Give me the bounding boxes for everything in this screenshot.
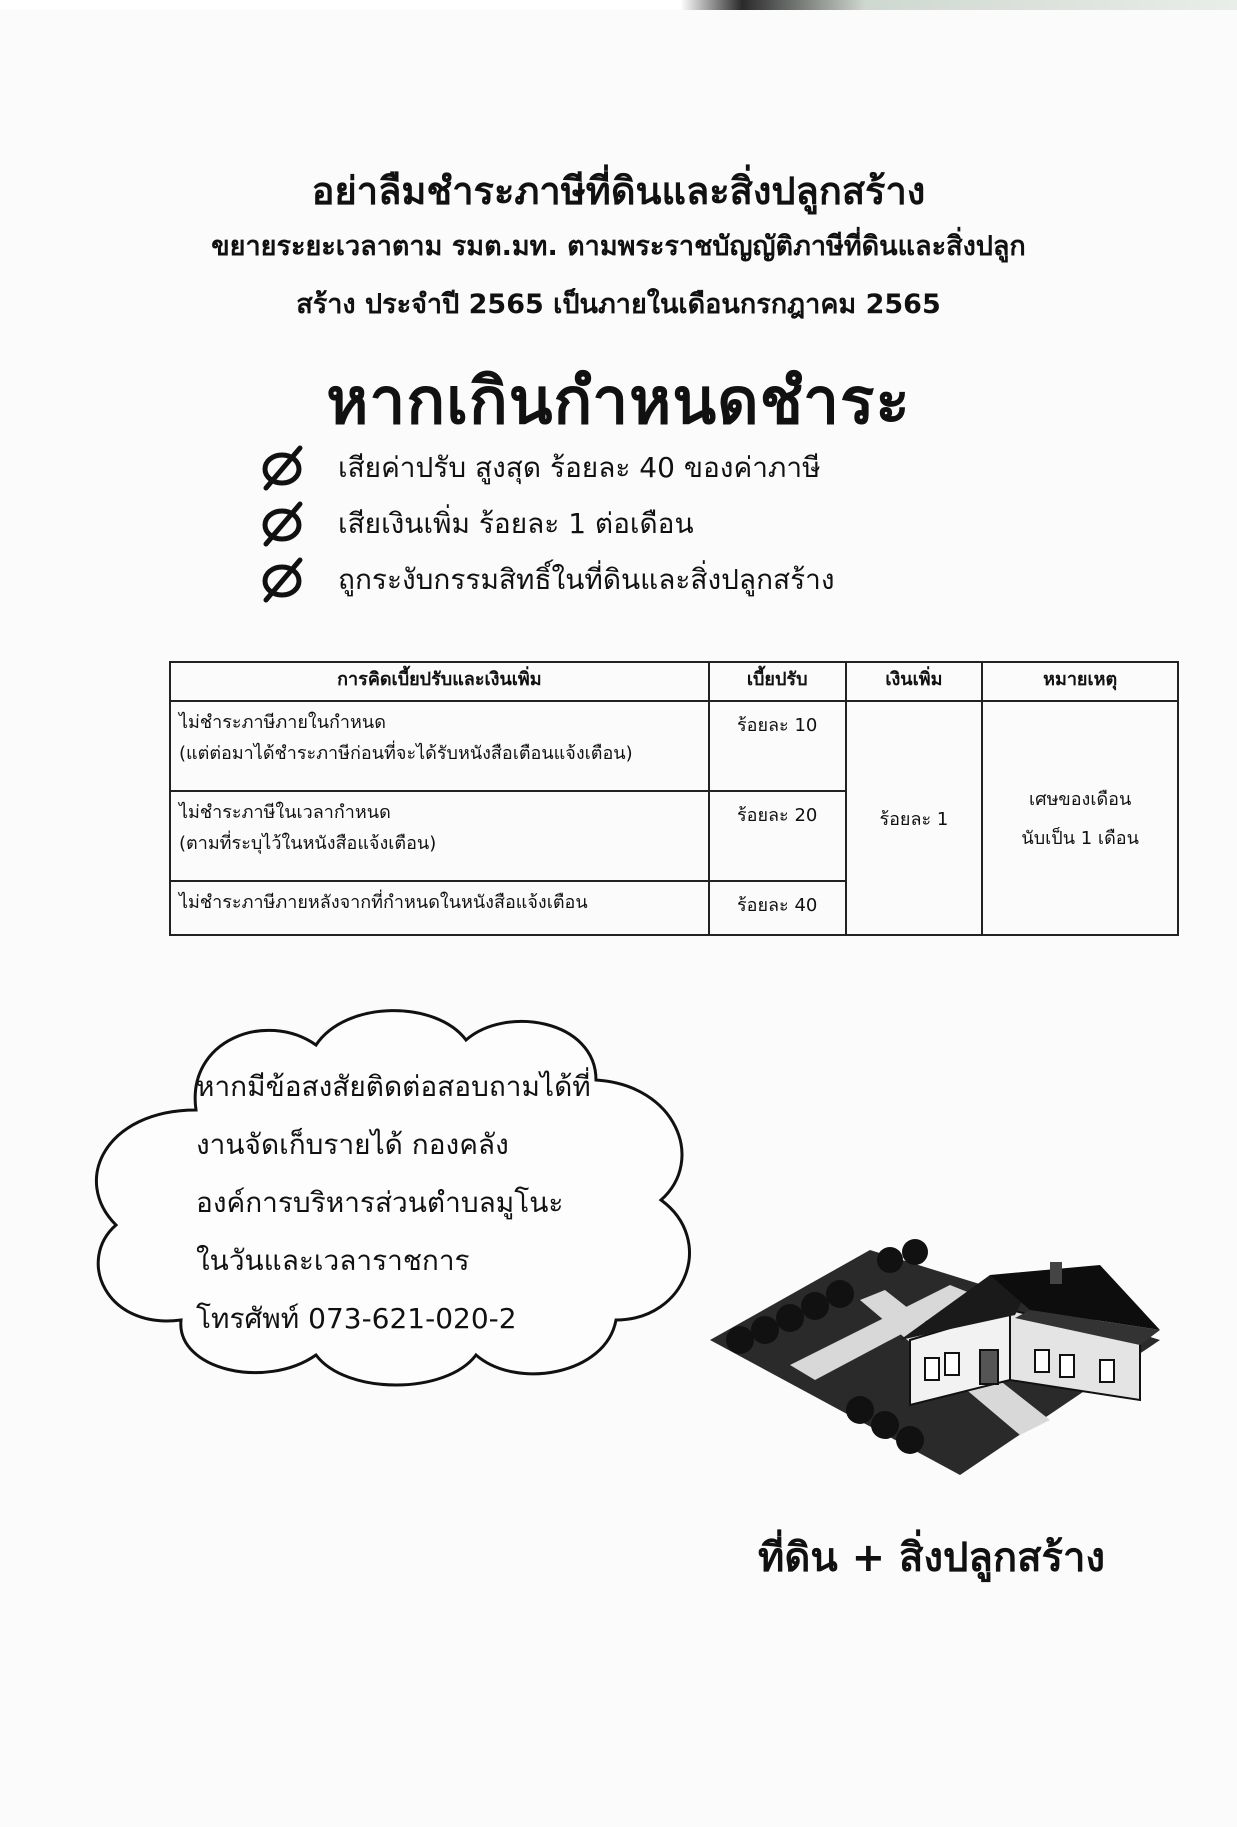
row-description-main: ไม่ชำระภาษีในเวลากำหนด xyxy=(179,802,391,823)
row-description xyxy=(170,881,709,935)
remark-line-1: เศษของเดือน xyxy=(1028,789,1132,810)
consequence-text: เสียเงินเพิ่ม ร้อยละ 1 ต่อเดือน xyxy=(338,507,694,540)
penalty-rate: ร้อยละ 40 xyxy=(709,881,846,935)
contact-hours: ในวันและเวลาราชการ xyxy=(196,1244,470,1277)
illustration-caption: ที่ดิน + สิ่งปลูกสร้าง xyxy=(758,1535,1106,1581)
consequence-item xyxy=(256,552,835,608)
poster-title: อย่าลืมชำระภาษีที่ดินและสิ่งปลูกสร้าง xyxy=(311,169,926,213)
table-header-row xyxy=(170,662,1178,701)
remarks-cell xyxy=(982,701,1178,935)
row-description-detail: (แต่ต่อมาได้ชำระภาษีก่อนที่จะได้รับหนังสือเตือนแจ้งเตือน) xyxy=(179,742,633,764)
table-row xyxy=(170,701,1178,791)
row-description xyxy=(170,791,709,881)
contact-organization: องค์การบริหารส่วนตำบลมูโนะ xyxy=(196,1186,564,1219)
extension-notice-line-1: ขยายระยะเวลาตาม รมต.มท. ตามพระราชบัญญัติภาษีที่ดินและสิ่งปลูก xyxy=(211,231,1026,262)
row-description xyxy=(170,701,709,791)
house-land-illustration xyxy=(700,1190,1170,1480)
extension-notice-line-2: สร้าง ประจำปี 2565 เป็นภายในเดือนกรกฎาคม 2565 xyxy=(296,289,941,320)
contact-line: หากมีข้อสงสัยติดต่อสอบถามได้ที่ xyxy=(196,1070,591,1103)
consequence-text: เสียค่าปรับ สูงสุด ร้อยละ 40 ของค่าภาษี xyxy=(338,451,821,484)
penalty-rate: ร้อยละ 10 xyxy=(709,701,846,791)
column-header-surcharge: เงินเพิ่ม xyxy=(846,662,983,701)
row-description-main: ไม่ชำระภาษีภายในกำหนด xyxy=(179,712,386,733)
prohibited-icon xyxy=(256,442,308,494)
overdue-consequences-list xyxy=(256,440,835,608)
prohibited-icon xyxy=(256,498,308,550)
contact-phone: โทรศัพท์ 073-621-020-2 xyxy=(196,1302,517,1335)
row-description-main: ไม่ชำระภาษีภายหลังจากที่กำหนดในหนังสือแจ้งเตือน xyxy=(179,892,588,913)
scan-edge xyxy=(0,0,1237,10)
row-description-detail: (ตามที่ระบุไว้ในหนังสือแจ้งเตือน) xyxy=(179,832,437,854)
overdue-heading: หากเกินกำหนดชำระ xyxy=(326,365,911,439)
penalty-rate: ร้อยละ 20 xyxy=(709,791,846,881)
consequence-item xyxy=(256,440,835,496)
consequence-item xyxy=(256,496,835,552)
surcharge-rate: ร้อยละ 1 xyxy=(846,701,983,935)
penalty-table xyxy=(169,661,1179,936)
prohibited-icon xyxy=(256,554,308,606)
contact-department: งานจัดเก็บรายได้ กองคลัง xyxy=(196,1128,509,1161)
column-header-calculation: การคิดเบี้ยปรับและเงินเพิ่ม xyxy=(170,662,709,701)
column-header-remarks: หมายเหตุ xyxy=(982,662,1178,701)
consequence-text: ถูกระงับกรรมสิทธิ์ในที่ดินและสิ่งปลูกสร้าง xyxy=(338,563,835,596)
contact-info xyxy=(196,1058,591,1348)
column-header-penalty: เบี้ยปรับ xyxy=(709,662,846,701)
contact-cloud xyxy=(76,1000,716,1390)
remark-line-2: นับเป็น 1 เดือน xyxy=(1021,828,1139,849)
